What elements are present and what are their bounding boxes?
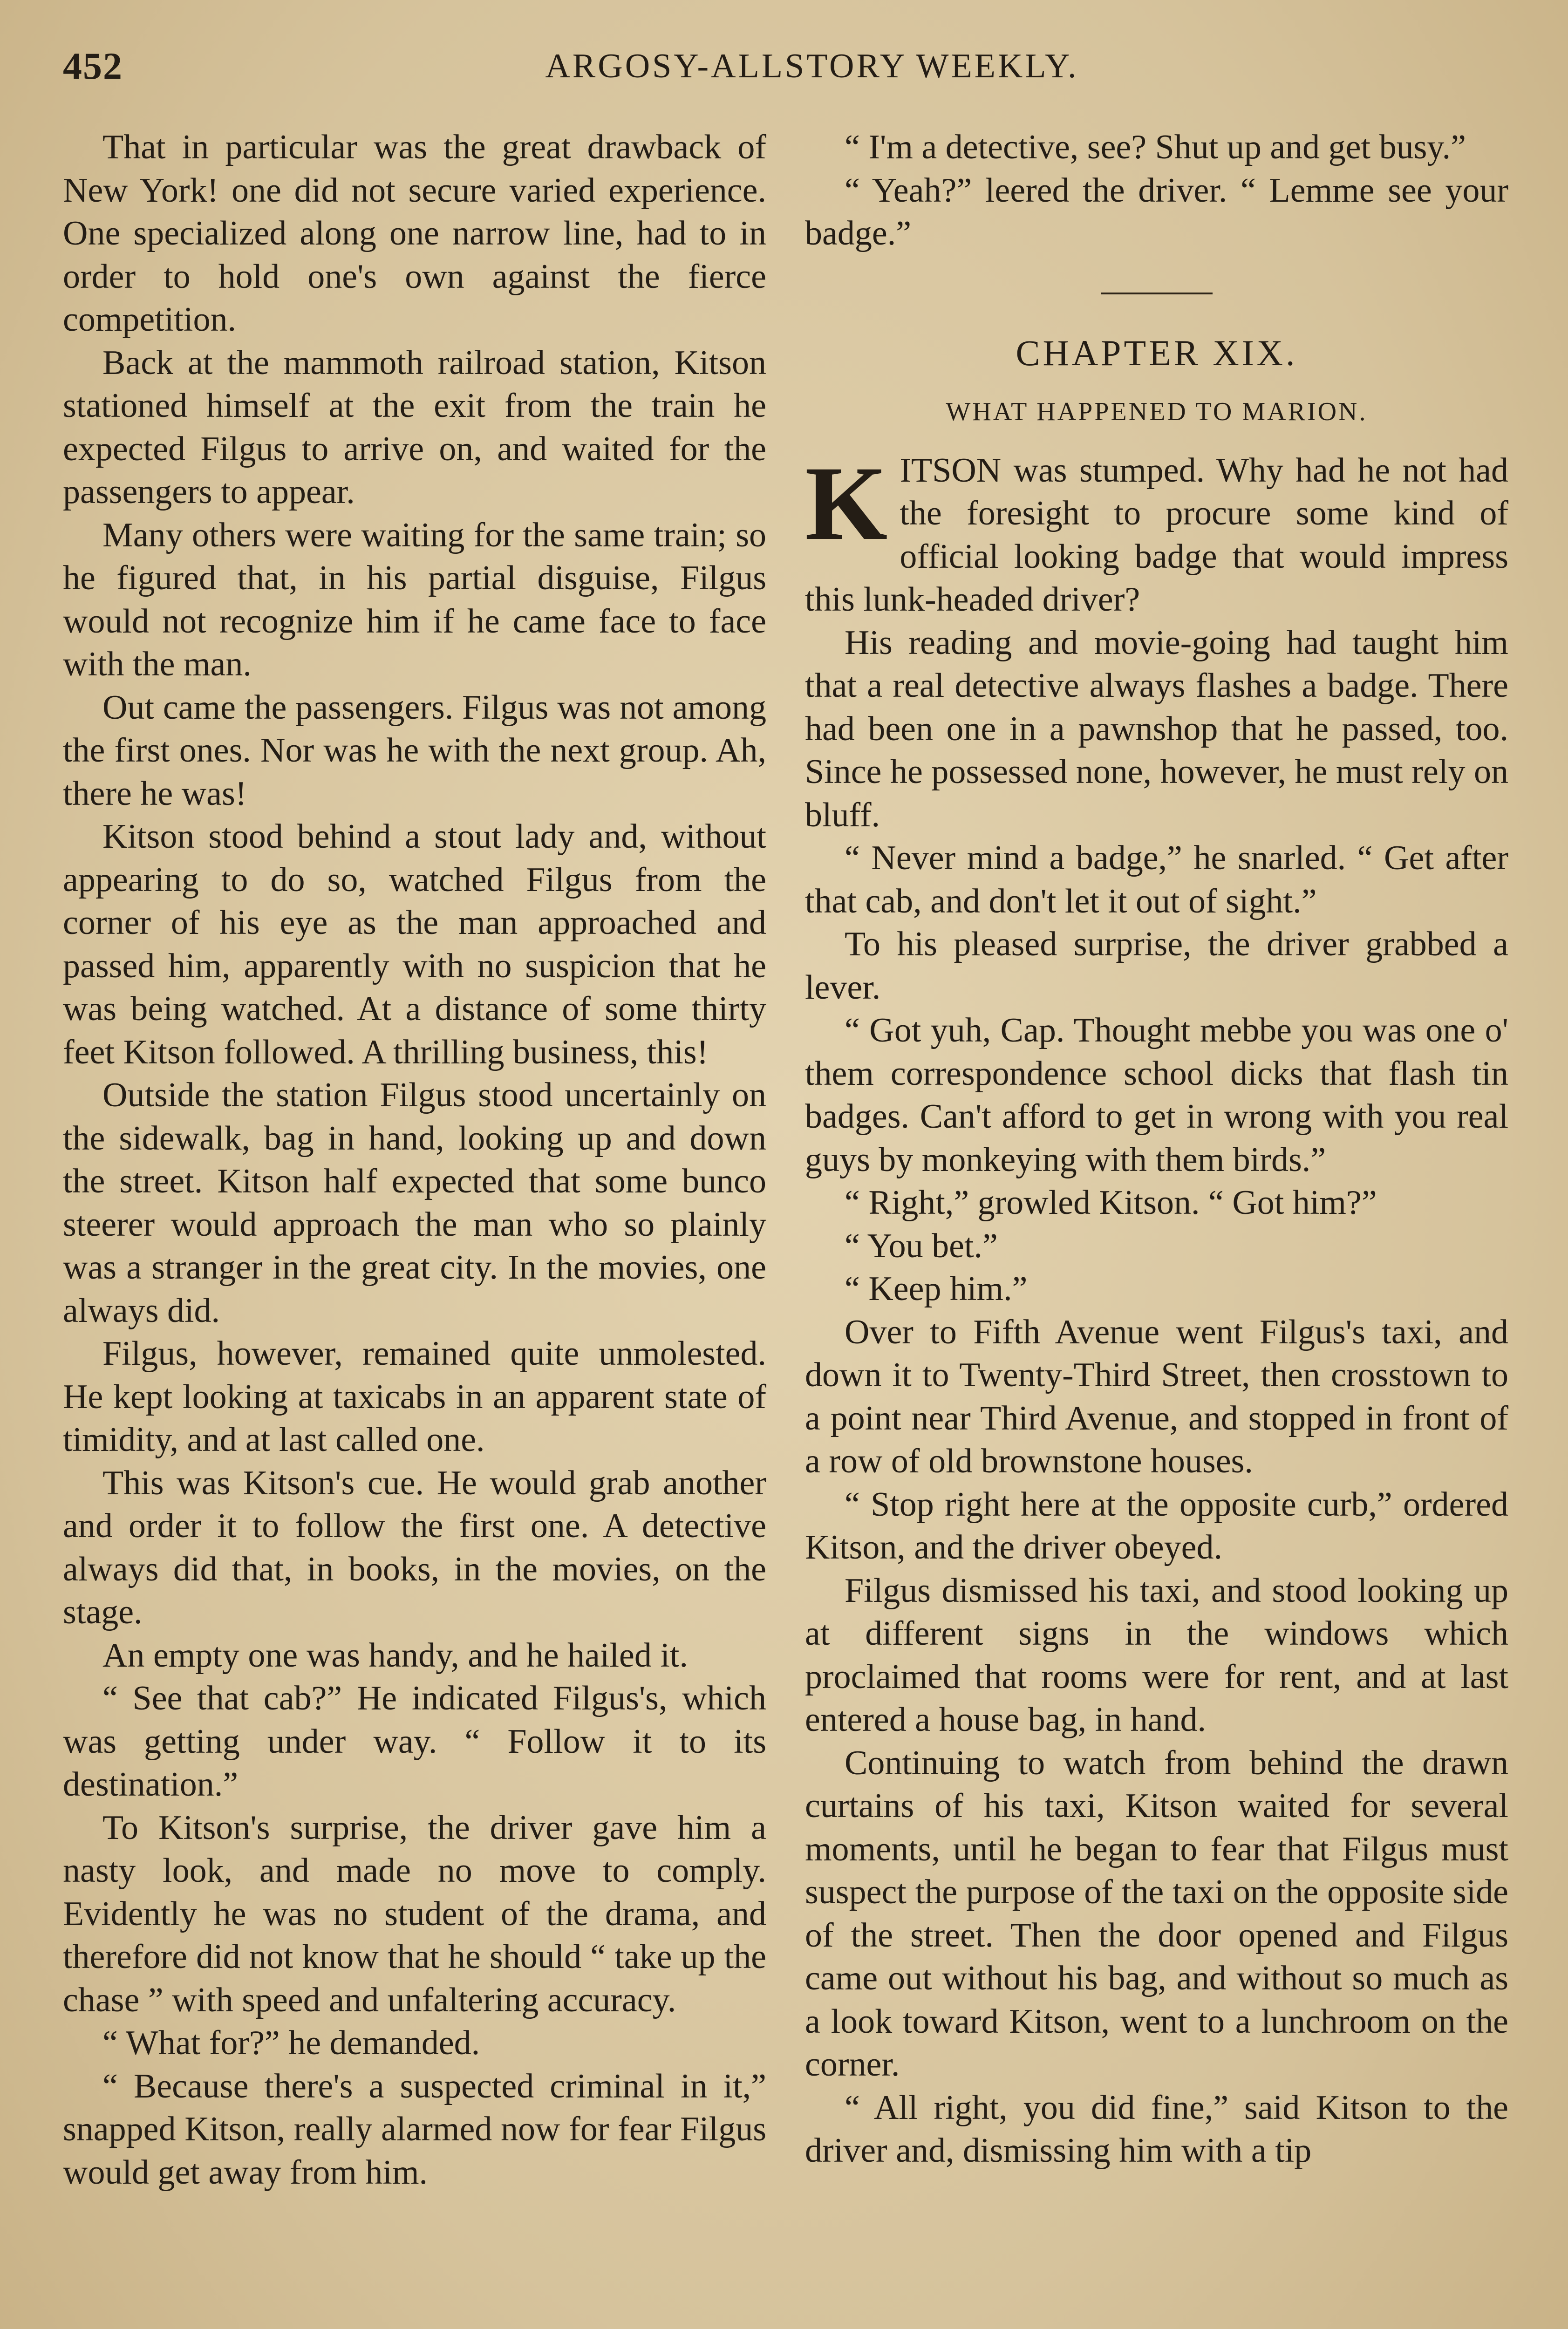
paragraph: Continuing to watch from behind the drawn curtains of his taxi, Kitson waited for several moments, until he began to fear that Filgus must suspect the purpose of the taxi on the opposite side of the street. Then the door opened and Filgus came out without his bag, and without so much as a look toward Kitson, went to a lunchroom on the corner. — [805, 1743, 1508, 2084]
paragraph: Filgus, however, remained quite unmolested. He kept looking at taxicabs in an apparent state of timidity, and at last called one. — [63, 1335, 766, 1459]
paragraph: Kitson stood behind a stout lady and, without appearing to do so, watched Filgus from the corner of his eye as the man approached and passed him, apparently with no suspicion that he was being watched. At a distance of some thirty feet Kitson followed. A thrilling business, this! — [63, 817, 766, 1071]
paragraph: “ Never mind a badge,” he snarled. “ Get after that cab, and don't let it out of sight.” — [805, 839, 1508, 920]
chapter-title: CHAPTER XIX. — [1016, 332, 1298, 373]
paragraph: To his pleased surprise, the driver grabbed a lever. — [805, 925, 1508, 1007]
chapter-opening-paragraph — [805, 444, 1508, 621]
paragraph: Back at the mammoth railroad station, Kitson stationed himself at the exit from the train he expected Filgus to arrive on, and waited for the passengers to appear. — [63, 343, 766, 511]
drop-cap: K — [805, 444, 888, 562]
paragraph: Outside the station Filgus stood uncertainly on the sidewalk, bag in hand, looking up and down the street. Kitson half expected that some bunco steerer would approach the man who so plainly was a stranger in the great city. In the movies, one always did. — [63, 1076, 766, 1330]
paragraph: His reading and movie-going had taught him that a real detective always flashes a badge. There had been one in a pawnshop that he passed, too. Since he possessed none, however, he must rely on bluff. — [805, 623, 1508, 834]
page-header — [63, 44, 1505, 95]
page-number: 452 — [63, 45, 123, 87]
paragraph: “ Because there's a suspected criminal in it,” snapped Kitson, really alarmed now for fear Filgus would get away from him. — [63, 2067, 766, 2192]
paragraph: “ See that cab?” He indicated Filgus's, which was getting under way. “ Follow it to its destination.” — [63, 1679, 766, 1804]
paragraph: That in particular was the great drawback of New York! one did not secure varied experience. One specialized along one narrow line, had to in order to hold one's own against the fierce competition. — [63, 128, 766, 339]
paragraph: “ Stop right here at the opposite curb,” ordered Kitson, and the driver obeyed. — [805, 1485, 1508, 1566]
chapter-subtitle: WHAT HAPPENED TO MARION. — [946, 397, 1368, 426]
paragraph: Many others were waiting for the same train; so he figured that, in his partial disguise, Filgus would not recognize him if he came face to face with the man. — [63, 516, 766, 683]
paragraph: Filgus dismissed his taxi, and stood looking up at different signs in the windows which proclaimed that rooms were for rent, and at last entered a house bag, in hand. — [805, 1571, 1508, 1739]
paragraph: This was Kitson's cue. He would grab another and order it to follow the first one. A detective always did that, in books, in the movies, on the stage. — [63, 1464, 766, 1631]
paragraph: “ What for?” he demanded. — [102, 2024, 480, 2062]
opening-text: ITSON was stumped. Why had he not had the foresight to procure some kind of official looking badge that would impress this lunk-headed driver? — [805, 451, 1508, 619]
right-column — [805, 126, 1508, 2172]
running-head: ARGOSY-ALLSTORY WEEKLY. — [545, 47, 1079, 85]
paragraph: “ I'm a detective, see? Shut up and get busy.” — [845, 128, 1466, 166]
paragraph: To Kitson's surprise, the driver gave him a nasty look, and made no move to comply. Evidently he was no student of the drama, and therefore did not know that he should “ take up the chase ” with speed and unfaltering accuracy. — [63, 1808, 766, 2019]
paragraph: Out came the passengers. Filgus was not among the first ones. Nor was he with the next group. Ah, there he was! — [63, 688, 766, 813]
paragraph: Over to Fifth Avenue went Filgus's taxi, and down it to Twenty-Third Street, then crosstown to a point near Third Avenue, and stopped in front of a row of old brownstone houses. — [805, 1313, 1508, 1480]
paragraph: “ Right,” growled Kitson. “ Got him?” — [845, 1184, 1377, 1222]
paragraph: “ Yeah?” leered the driver. “ Lemme see your badge.” — [805, 171, 1508, 252]
paragraph: “ Keep him.” — [845, 1270, 1028, 1308]
paragraph: An empty one was handy, and he hailed it. — [102, 1636, 688, 1675]
paragraph: “ Got yuh, Cap. Thought mebbe you was one o' them correspondence school dicks that flash tin badges. Can't afford to get in wrong with you real guys by monkeying with them birds.” — [805, 1011, 1508, 1179]
paragraph: “ You bet.” — [845, 1226, 998, 1265]
paragraph: “ All right, you did fine,” said Kitson to the driver and, dismissing him with a tip — [805, 2088, 1508, 2170]
section-divider — [1101, 293, 1213, 294]
left-column — [63, 126, 766, 2194]
